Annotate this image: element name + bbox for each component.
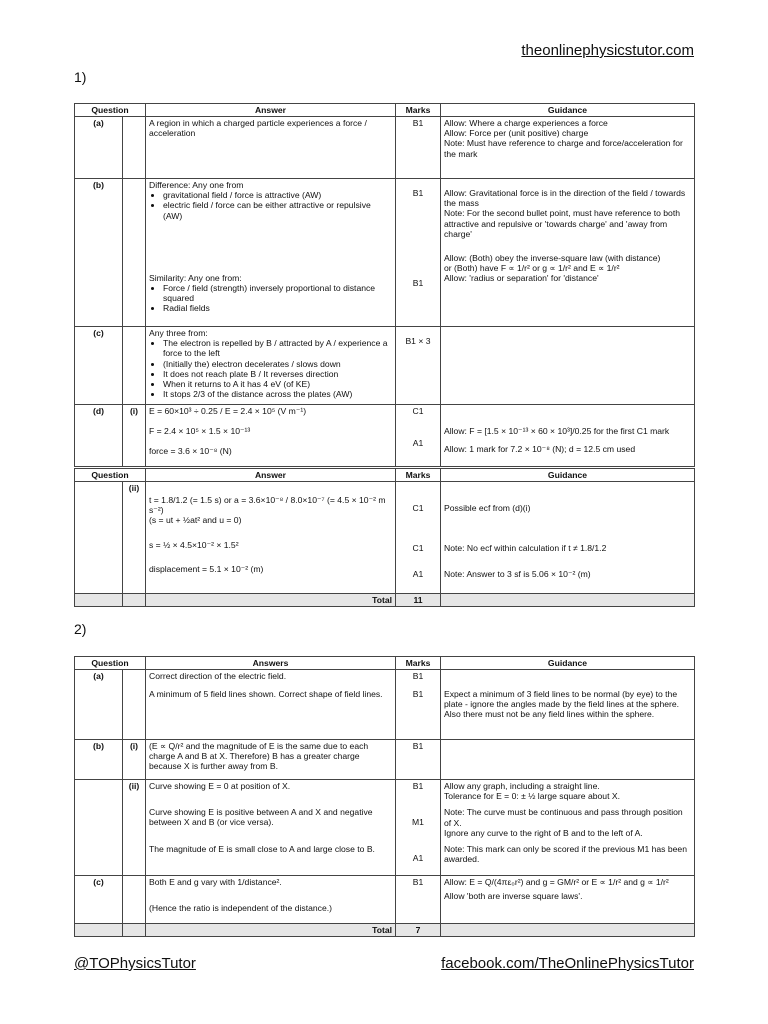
question-2-label: 2) bbox=[74, 621, 87, 637]
guidance-cell bbox=[441, 780, 695, 876]
col-guidance: Guidance bbox=[441, 657, 695, 670]
answer-bullet: • It stops 2/3 of the distance across the plates (AW) bbox=[163, 389, 392, 399]
answer-line: t = 1.8/1.2 (= 1.5 s) or a = 3.6×10⁻⁸ / 8.0×10⁻⁷ (= 4.5 × 10⁻² m s⁻²) bbox=[149, 495, 386, 516]
answer-line: displacement = 5.1 × 10⁻² (m) bbox=[149, 563, 264, 574]
answer-line: s = ½ × 4.5×10⁻² × 1.5² bbox=[149, 539, 239, 550]
guidance-line: Note: No ecf within calculation if t ≠ 1.8/1.2 bbox=[444, 543, 607, 554]
marks-cell bbox=[396, 780, 441, 876]
answer-line: F = 2.4 × 10⁵ × 1.5 × 10⁻¹³ bbox=[149, 426, 251, 437]
answer-line: The magnitude of E is small close to A and large close to B. bbox=[149, 843, 375, 854]
twitter-link[interactable]: @TOPhysicsTutor bbox=[74, 955, 196, 972]
col-question: Question bbox=[75, 469, 146, 482]
guidance-line: Allow: Where a charge experiences a force bbox=[444, 118, 608, 129]
part-label: (a) bbox=[75, 670, 123, 740]
answer-line: force = 3.6 × 10⁻⁸ (N) bbox=[149, 446, 232, 457]
total-label: Total bbox=[146, 924, 396, 937]
answer-cell bbox=[146, 179, 396, 327]
col-marks: Marks bbox=[396, 469, 441, 482]
site-link[interactable]: theonlinephysicstutor.com bbox=[521, 42, 694, 59]
markscheme-table-1-continued bbox=[74, 468, 695, 607]
guidance-line: or (Both) have F ∝ 1/r² or g ∝ 1/r² and E ∝ 1/r² bbox=[444, 262, 620, 273]
table-row bbox=[75, 740, 695, 780]
table-row bbox=[75, 327, 695, 405]
answer-line: Any three from: bbox=[149, 328, 208, 339]
guidance-line: Allow: (Both) obey the inverse-square law (with distance) bbox=[444, 252, 661, 263]
guidance-line: Possible ecf from (d)(i) bbox=[444, 503, 531, 514]
answer-bullet: • The electron is repelled by B / attracted by A / experience a force to the left bbox=[163, 338, 392, 358]
mark: C1 bbox=[412, 503, 424, 514]
answer-line: Difference: Any one from bbox=[149, 180, 244, 191]
markscheme-table-2 bbox=[74, 656, 695, 937]
col-guidance: Guidance bbox=[441, 469, 695, 482]
table-row bbox=[75, 405, 695, 467]
answer-bullet: • Force / field (strength) inversely proportional to distance squared bbox=[163, 283, 392, 303]
answer-bullet: • When it returns to A it has 4 eV (of KE) bbox=[163, 379, 392, 389]
mark: A1 bbox=[412, 438, 424, 449]
guidance-cell bbox=[441, 117, 695, 179]
guidance-cell bbox=[441, 327, 695, 405]
guidance-line: Allow: Force per (unit positive) charge bbox=[444, 128, 589, 139]
table-header-row bbox=[75, 657, 695, 670]
part-label: (c) bbox=[75, 327, 123, 405]
mark: C1 bbox=[412, 543, 424, 554]
part-label: (d) bbox=[75, 405, 123, 467]
mark: A1 bbox=[412, 569, 424, 580]
answer-line: Curve showing E = 0 at position of X. bbox=[149, 781, 291, 792]
guidance-line: Allow: 1 mark for 7.2 × 10⁻⁸ (N); d = 12.5 cm used bbox=[444, 444, 636, 455]
part-label: (b) bbox=[75, 179, 123, 327]
marks-cell: B1 bbox=[396, 740, 441, 780]
answer-line: Both E and g vary with 1/distance². bbox=[149, 877, 282, 888]
total-row bbox=[75, 924, 695, 937]
table-row bbox=[75, 670, 695, 740]
col-marks: Marks bbox=[396, 104, 441, 117]
col-question: Question bbox=[75, 104, 146, 117]
guidance-line: Ignore any curve to the right of B and to the left of A. bbox=[444, 827, 643, 838]
subpart-label: (i) bbox=[123, 740, 146, 780]
table-row bbox=[75, 780, 695, 876]
marks-cell: B1 bbox=[396, 876, 441, 924]
mark: B1 bbox=[412, 671, 424, 682]
answer-cell: (E ∝ Q/r² and the magnitude of E is the same due to each charge A and B at X. Therefore) B has a greater charge because X is further away from B. bbox=[146, 740, 396, 780]
answer-line: Correct direction of the electric field. bbox=[149, 671, 287, 682]
marks-cell bbox=[396, 179, 441, 327]
facebook-link[interactable]: facebook.com/TheOnlinePhysicsTutor bbox=[441, 955, 694, 972]
answer-cell bbox=[146, 327, 396, 405]
answer-cell bbox=[146, 482, 396, 594]
answer-line: Similarity: Any one from: bbox=[149, 272, 242, 283]
answer-cell bbox=[146, 876, 396, 924]
table-row bbox=[75, 876, 695, 924]
subpart-label: (i) bbox=[123, 405, 146, 467]
answer-line: (s = ut + ½at² and u = 0) bbox=[149, 515, 242, 526]
total-value: 7 bbox=[396, 924, 441, 937]
mark: B1 × 3 bbox=[405, 336, 431, 347]
marks-cell bbox=[396, 405, 441, 467]
question-1-label: 1) bbox=[74, 69, 87, 85]
mark: C1 bbox=[412, 406, 424, 417]
table-row bbox=[75, 179, 695, 327]
total-row bbox=[75, 594, 695, 607]
answer-bullet: • Radial fields bbox=[163, 303, 392, 313]
answer-bullet: • It does not reach plate B / It reverses direction bbox=[163, 369, 392, 379]
total-label: Total bbox=[146, 594, 396, 607]
part-label: (a) bbox=[75, 117, 123, 179]
guidance-cell bbox=[441, 740, 695, 780]
guidance-line: Note: For the second bullet point, must have reference to both attractive and repulsive or 'towards charge' and 'away from charge' bbox=[444, 208, 680, 239]
guidance-line: Allow: F = [1.5 × 10⁻¹³ × 60 × 10³]/0.25 for the first C1 mark bbox=[444, 426, 670, 437]
table-header-row bbox=[75, 104, 695, 117]
col-guidance: Guidance bbox=[441, 104, 695, 117]
col-answers: Answers bbox=[146, 657, 396, 670]
mark: B1 bbox=[412, 689, 424, 700]
guidance-line: Tolerance for E = 0: ± ½ large square about X. bbox=[444, 791, 620, 802]
marks-cell: B1 bbox=[396, 117, 441, 179]
answer-cell bbox=[146, 670, 396, 740]
col-marks: Marks bbox=[396, 657, 441, 670]
guidance-line: Expect a minimum of 3 field lines to be normal (by eye) to the plate - ignore the angles made by the field lines at the sphere. Also there must not be any field lines within the sphere. bbox=[444, 689, 680, 720]
answer-bullet: • gravitational field / force is attractive (AW) bbox=[163, 190, 392, 200]
subpart-label: (ii) bbox=[123, 780, 146, 876]
table-header-row bbox=[75, 469, 695, 482]
answer-line: Curve showing E is positive between A and X and negative between X and B (or vice versa). bbox=[149, 807, 373, 828]
guidance-cell bbox=[441, 179, 695, 327]
mark: B1 bbox=[412, 781, 424, 792]
answer-cell bbox=[146, 780, 396, 876]
answer-line: (Hence the ratio is independent of the distance.) bbox=[149, 903, 332, 914]
answer-cell bbox=[146, 405, 396, 467]
guidance-cell bbox=[441, 405, 695, 467]
guidance-line: Allow: Gravitational force is in the direction of the field / towards the mass bbox=[444, 188, 686, 209]
subpart-label: (ii) bbox=[123, 482, 146, 594]
guidance-cell bbox=[441, 670, 695, 740]
markscheme-table-1 bbox=[74, 103, 695, 467]
guidance-line: Note: Must have reference to charge and force/acceleration for the mark bbox=[444, 138, 683, 159]
guidance-line: Allow: 'radius or separation' for 'distance' bbox=[444, 273, 599, 284]
answer-bullet: • (Initially the) electron decelerates / slows down bbox=[163, 359, 392, 369]
col-question: Question bbox=[75, 657, 146, 670]
mark: A1 bbox=[412, 853, 424, 864]
guidance-line: Note: The curve must be continuous and pass through position of X. bbox=[444, 807, 683, 828]
marks-cell bbox=[396, 327, 441, 405]
guidance-cell bbox=[441, 876, 695, 924]
table-row bbox=[75, 482, 695, 594]
marks-cell bbox=[396, 670, 441, 740]
marks-cell bbox=[396, 482, 441, 594]
total-value: 11 bbox=[396, 594, 441, 607]
answer-cell: A region in which a charged particle experiences a force / acceleration bbox=[146, 117, 396, 179]
guidance-cell bbox=[441, 482, 695, 594]
col-answer: Answer bbox=[146, 104, 396, 117]
col-answer: Answer bbox=[146, 469, 396, 482]
part-label: (b) bbox=[75, 740, 123, 780]
mark: B1 bbox=[412, 278, 424, 289]
mark: M1 bbox=[412, 817, 424, 828]
answer-line: E = 60×10³ ÷ 0.25 / E = 2.4 × 10⁵ (V m⁻¹) bbox=[149, 406, 307, 417]
guidance-line: Allow 'both are inverse square laws'. bbox=[444, 891, 583, 902]
mark: B1 bbox=[412, 188, 424, 199]
table-row bbox=[75, 117, 695, 179]
guidance-line: Allow: E = Q/(4πε₀r²) and g = GM/r² or E ∝ 1/r² and g ∝ 1/r² bbox=[444, 877, 669, 888]
guidance-line: Note: This mark can only be scored if the previous M1 has been awarded. bbox=[444, 843, 687, 864]
guidance-line: Note: Answer to 3 sf is 5.06 × 10⁻² (m) bbox=[444, 569, 591, 580]
answer-bullet: • electric field / force can be either attractive or repulsive (AW) bbox=[163, 200, 392, 220]
part-label: (c) bbox=[75, 876, 123, 924]
answer-line: A minimum of 5 field lines shown. Correct shape of field lines. bbox=[149, 689, 383, 700]
guidance-line: Allow any graph, including a straight line. bbox=[444, 781, 600, 792]
